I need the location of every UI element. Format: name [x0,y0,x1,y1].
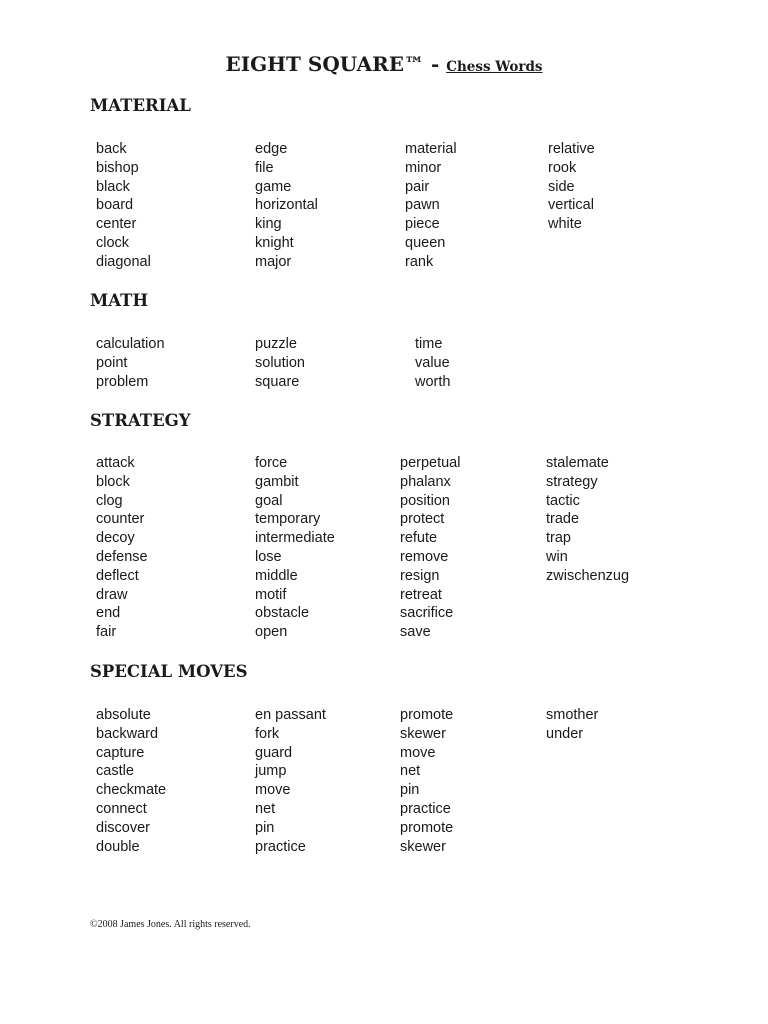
word-item: practice [255,838,306,855]
word-item: deflect [96,567,139,584]
word-item: position [400,492,450,509]
word-item: edge [255,141,288,157]
word-item: backward [96,725,159,742]
word-item: black [96,178,130,195]
word-item: defense [96,548,148,565]
word-column [400,454,460,642]
word-item: retreat [400,586,442,603]
word-item: trap [546,530,571,547]
word-item: tactic [546,492,580,509]
word-column [546,706,598,744]
word-item: rank [405,253,434,270]
word-column [548,140,595,234]
word-item: center [96,216,137,233]
word-item: open [255,624,288,641]
section-heading: STRATEGY [90,411,191,430]
word-item: decoy [96,530,135,547]
word-item: diagonal [96,253,151,270]
word-item: temporary [255,511,321,528]
word-item: board [96,197,134,214]
word-item: side [548,178,575,195]
word-item: pawn [405,197,440,214]
word-item: counter [96,511,145,528]
word-column [255,454,335,642]
word-item: connect [96,800,147,817]
word-item: net [255,800,276,817]
word-item: sacrifice [400,605,454,622]
word-item: smother [546,707,599,723]
word-item: knight [255,234,294,251]
word-item: clock [96,234,130,251]
word-column [415,335,450,391]
word-item: strategy [546,473,598,490]
word-item: skewer [400,725,446,742]
word-column [400,706,453,856]
word-item: force [255,455,288,471]
word-item: win [546,548,568,565]
word-item: block [96,473,130,490]
word-item: remove [400,548,449,565]
word-item: rook [548,159,577,176]
word-item: move [255,782,291,799]
word-item: major [255,253,292,270]
word-item: en passant [255,707,326,723]
word-item: worth [415,373,451,390]
word-item: pin [400,782,420,799]
word-item: fork [255,725,280,742]
word-item: puzzle [255,336,297,352]
page-title [0,52,768,76]
word-item: move [400,744,436,761]
word-item: under [546,725,584,742]
word-item: absolute [96,707,151,723]
word-column [546,454,629,586]
word-item: problem [96,373,149,390]
word-item: vertical [548,197,594,214]
word-item: perpetual [400,455,461,471]
word-item: checkmate [96,782,167,799]
section-heading: MATERIAL [90,96,191,115]
word-item: end [96,605,121,622]
word-item: trade [546,511,580,528]
word-item: white [548,216,582,233]
word-item: gambit [255,473,299,490]
word-item: jump [255,763,287,780]
word-item: motif [255,586,287,603]
title-main: EIGHT SQUARE™ - [225,52,447,76]
word-column [255,140,318,272]
word-item: phalanx [400,473,451,490]
word-item: square [255,373,300,390]
title-subtitle: Chess Words [446,59,543,75]
word-item: horizontal [255,197,318,214]
word-item: capture [96,744,145,761]
section-heading: SPECIAL MOVES [90,662,248,681]
word-item: time [415,336,443,352]
section-heading: MATH [90,291,149,310]
word-item: minor [405,159,442,176]
word-item: intermediate [255,530,335,547]
word-item: stalemate [546,455,609,471]
word-item: obstacle [255,605,310,622]
word-column [96,454,148,642]
word-item: material [405,141,457,157]
word-item: goal [255,492,283,509]
word-item: value [415,354,450,371]
word-item: practice [400,800,451,817]
word-item: king [255,216,282,233]
word-item: queen [405,234,446,251]
word-column [96,140,151,272]
word-item: relative [548,141,595,157]
word-item: bishop [96,159,139,176]
word-item: pair [405,178,430,195]
word-item: skewer [400,838,446,855]
word-item: guard [255,744,293,761]
word-item: promote [400,819,454,836]
word-item: lose [255,548,282,565]
word-item: calculation [96,336,165,352]
word-item: middle [255,567,298,584]
word-item: attack [96,455,135,471]
word-item: file [255,159,274,176]
word-item: double [96,838,140,855]
word-item: discover [96,819,150,836]
word-item: protect [400,511,445,528]
word-item: promote [400,707,454,723]
word-item: solution [255,354,305,371]
word-item: castle [96,763,134,780]
word-item: net [400,763,421,780]
word-item: fair [96,624,117,641]
word-column [255,335,305,391]
copyright-footer: ©2008 James Jones. All rights reserved. [90,919,251,930]
word-item: back [96,141,127,157]
word-column [96,706,166,856]
word-item: piece [405,216,440,233]
word-item: refute [400,530,438,547]
word-item: point [96,354,128,371]
word-item: game [255,178,292,195]
word-item: clog [96,492,123,509]
word-item: draw [96,586,128,603]
word-item: save [400,624,431,641]
word-item: pin [255,819,275,836]
word-column [96,335,165,391]
word-column [255,706,326,856]
word-item: zwischenzug [546,567,630,584]
word-column [405,140,457,272]
word-item: resign [400,567,440,584]
